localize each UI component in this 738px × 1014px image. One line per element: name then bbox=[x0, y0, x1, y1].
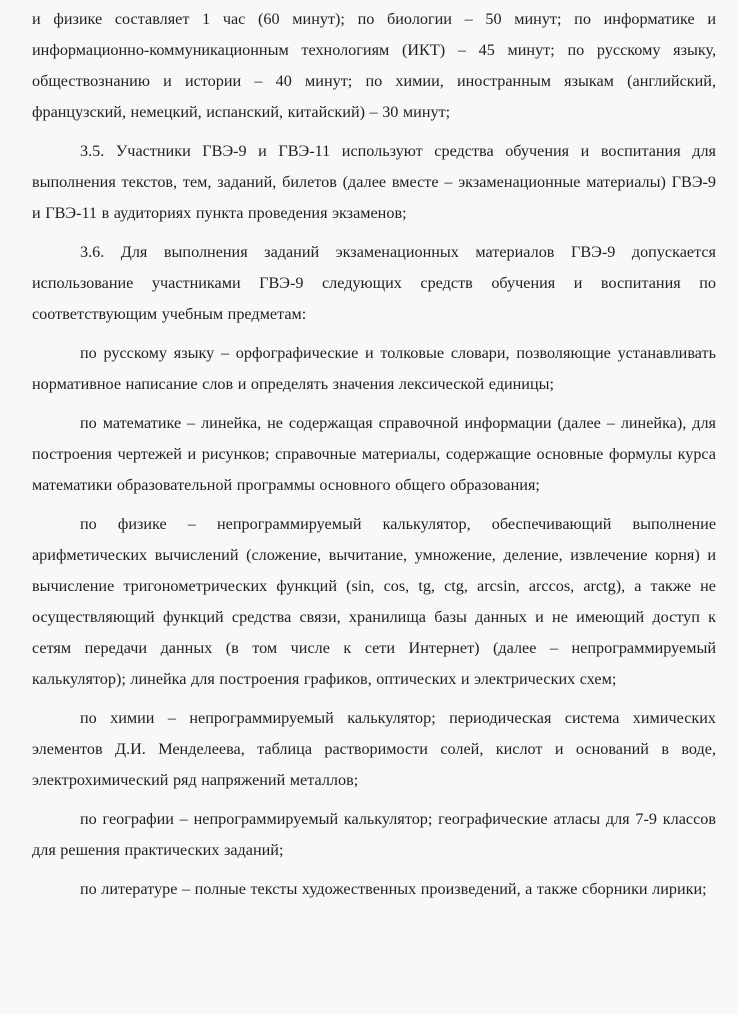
paragraph-russian-language: по русскому языку – орфографические и толковые словари, позволяющие устанавливать нормативное написание слов и определять значения лексической единицы; bbox=[32, 344, 716, 393]
paragraph-mathematics: по математике – линейка, не содержащая справочной информации (далее – линейка), для построения чертежей и рисунков; справочные материалы, содержащие основные формулы курса математики образовательной программы основного общего образования; bbox=[32, 414, 716, 494]
document-body bbox=[32, 4, 716, 913]
paragraph-3-5: 3.5. Участники ГВЭ-9 и ГВЭ-11 используют средства обучения и воспитания для выполнения текстов, тем, заданий, билетов (далее вместе – экзаменационные материалы) ГВЭ-9 и ГВЭ-11 в аудиториях пункта проведения экзаменов; bbox=[32, 142, 716, 222]
paragraph-physics: по физике – непрограммируемый калькулятор, обеспечивающий выполнение арифметических вычислений (сложение, вычитание, умножение, деление, извлечение корня) и вычисление тригонометрических функций (sin, cos, tg, ctg, arcsin, arccos, arctg), а также не осуществляющий функций средства связи, хранилища базы данных и не имеющий доступ к сетям передачи данных (в том числе к сети Интернет) (далее – непрограммируемый калькулятор); линейка для построения графиков, оптических и электрических схем; bbox=[32, 515, 716, 688]
paragraph-chemistry: по химии – непрограммируемый калькулятор; периодическая система химических элементов Д.И. Менделеева, таблица растворимости солей, кислот и оснований в воде, электрохимический ряд напряжений металлов; bbox=[32, 709, 716, 789]
paragraph-geography: по географии – непрограммируемый калькулятор; географические атласы для 7-9 классов для решения практических заданий; bbox=[32, 810, 716, 859]
paragraph-3-6: 3.6. Для выполнения заданий экзаменационных материалов ГВЭ-9 допускается использование участниками ГВЭ-9 следующих средств обучения и воспитания по соответствующим учебным предметам: bbox=[32, 243, 716, 323]
paragraph-literature: по литературе – полные тексты художественных произведений, а также сборники лирики; bbox=[80, 880, 707, 898]
paragraph-continuation: и физике составляет 1 час (60 минут); по биологии – 50 минут; по информатике и информационно-коммуникационным технологиям (ИКТ) – 45 минут; по русскому языку, обществознанию и истории – 40 минут; по химии, иностранным языкам (английский, французский, немецкий, испанский, китайский) – 30 минут; bbox=[32, 10, 716, 121]
